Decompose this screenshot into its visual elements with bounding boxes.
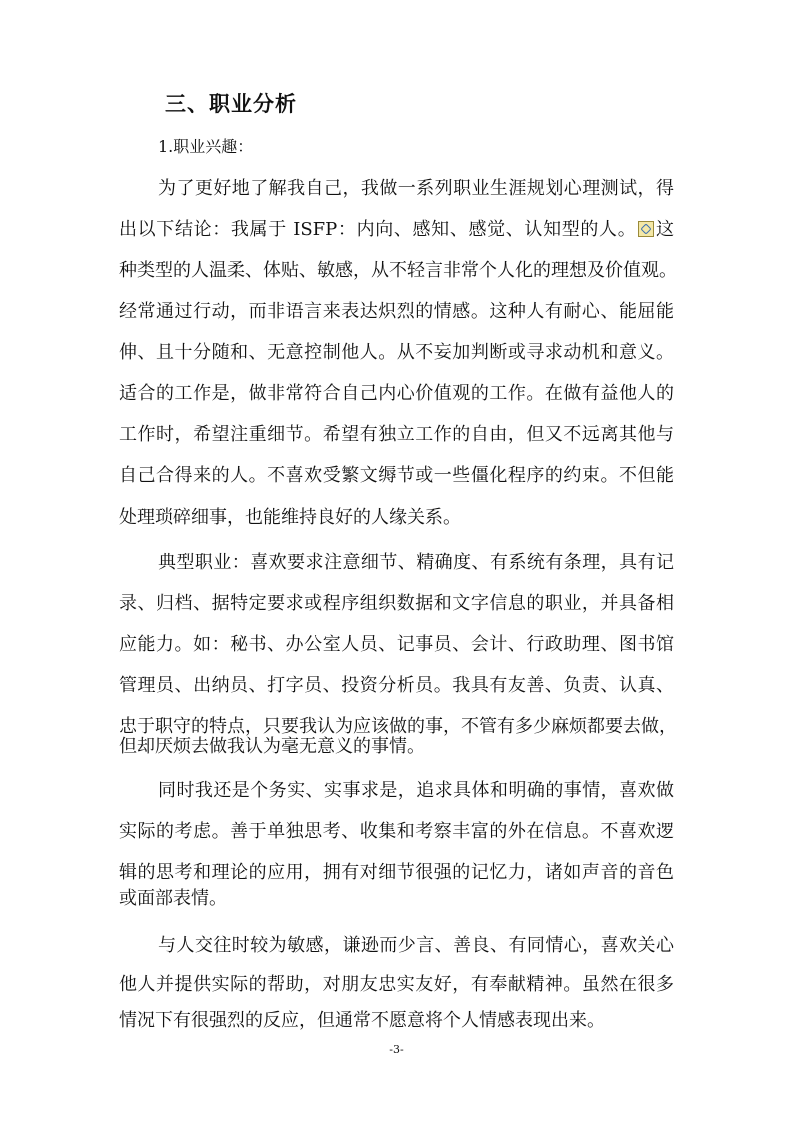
paragraph-line: 同时我还是个务实、实事求是，追求具体和明确的事情，喜欢做 <box>158 780 674 801</box>
paragraph-line: 伸、且十分随和、无意控制他人。从不妄加判断或寻求动机和意义。 <box>119 342 674 363</box>
paragraph-line: 情况下有很强烈的反应，但通常不愿意将个人情感表现出来。 <box>119 1010 605 1031</box>
paragraph-line: 但却厌烦去做我认为毫无意义的事情。 <box>119 736 425 757</box>
paragraph-line: 种类型的人温柔、体贴、敏感，从不轻言非常个人化的理想及价值观。 <box>119 260 677 281</box>
paragraph-line: 适合的工作是，做非常符合自己内心价值观的工作。在做有益他人的 <box>119 383 674 404</box>
paragraph-line: 为了更好地了解我自己，我做一系列职业生涯规划心理测试，得 <box>158 178 674 199</box>
comment-marker-icon[interactable] <box>638 221 654 237</box>
paragraph-line: 处理琐碎细事，也能维持良好的人缘关系。 <box>119 507 461 528</box>
paragraph-line: 实际的考虑。善于单独思考、收集和考察丰富的外在信息。不喜欢逻 <box>119 821 674 842</box>
paragraph-line: 或面部表情。 <box>119 888 227 909</box>
paragraph-line: 经常通过行动，而非语言来表达炽烈的情感。这种人有耐心、能屈能 <box>119 301 674 322</box>
line-text: 出以下结论：我属于 ISFP：内向、感知、感觉、认知型的人。 <box>119 219 637 240</box>
paragraph-line: 自己合得来的人。不喜欢受繁文缛节或一些僵化程序的约束。不但能 <box>119 465 674 486</box>
paragraph-line: 工作时，希望注重细节。希望有独立工作的自由，但又不远离其他与 <box>119 424 674 445</box>
page-number: -3- <box>389 1043 404 1056</box>
section-title: 三、职业分析 <box>165 92 297 116</box>
subheading: 1.职业兴趣： <box>158 137 254 156</box>
paragraph-line: 辑的思考和理论的应用，拥有对细节很强的记忆力，诸如声音的音色 <box>119 862 674 883</box>
paragraph-line: 与人交往时较为敏感，谦逊而少言、善良、有同情心，喜欢关心 <box>158 935 674 956</box>
paragraph-line: 典型职业：喜欢要求注意细节、精确度、有系统有条理，具有记 <box>158 552 674 573</box>
line-text: 这 <box>655 219 674 240</box>
paragraph-line: 管理员、出纳员、打字员、投资分析员。我具有友善、负责、认真、 <box>119 675 674 696</box>
paragraph-line <box>119 215 674 245</box>
paragraph-line: 应能力。如：秘书、办公室人员、记事员、会计、行政助理、图书馆 <box>119 634 674 655</box>
paragraph-line: 录、归档、据特定要求或程序组织数据和文字信息的职业，并具备相 <box>119 593 674 614</box>
paragraph-line: 他人并提供实际的帮助，对朋友忠实友好，有奉献精神。虽然在很多 <box>119 974 674 995</box>
paragraph-line: 忠于职守的特点，只要我认为应该做的事，不管有多少麻烦都要去做， <box>119 716 677 737</box>
